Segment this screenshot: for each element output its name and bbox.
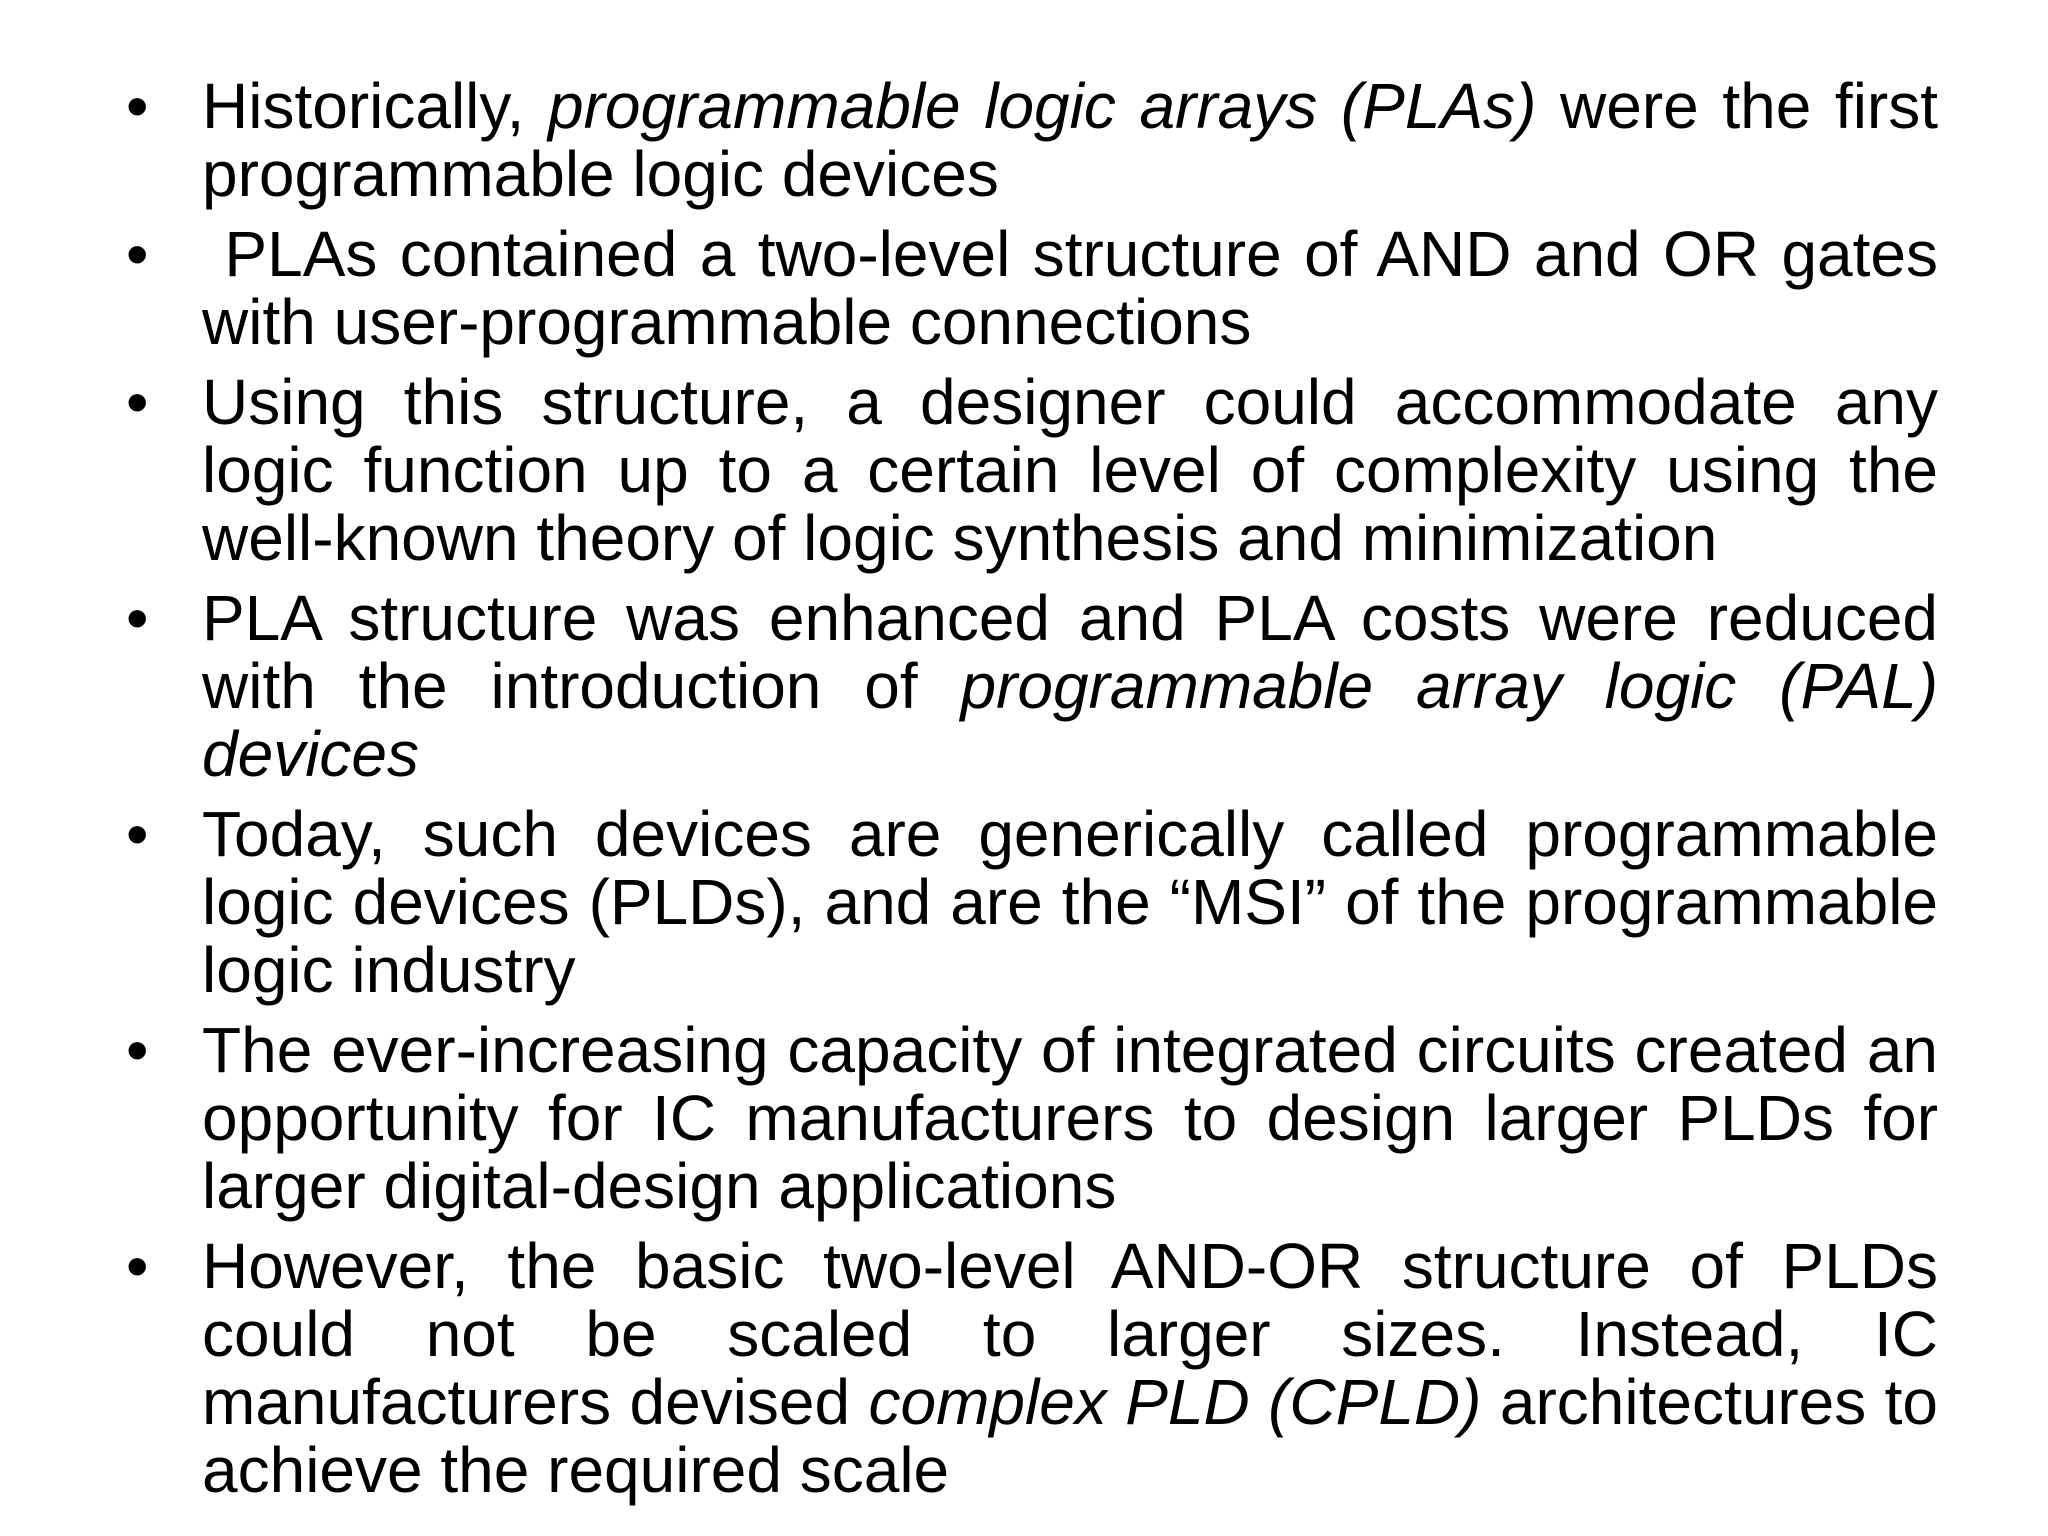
bullet-dot-icon: •	[126, 1014, 149, 1086]
bullet-dot-icon: •	[126, 582, 149, 654]
bullet-dot-icon: •	[126, 1230, 149, 1302]
bullet-dot-icon: •	[126, 70, 149, 142]
text-run: However, the basic two-level AND-OR structure of PLDs could not be scaled to larger sizes. Instead, IC manufacturers devised	[202, 1230, 1938, 1438]
bullet-text	[202, 1230, 1938, 1506]
bullet-item	[120, 1232, 1938, 1504]
bullet-list	[120, 70, 1956, 1516]
text-run-italic: complex PLD (CPLD)	[868, 1366, 1482, 1438]
text-run-italic: programmable logic arrays (PLAs)	[548, 70, 1537, 142]
bullet-text	[202, 70, 1938, 210]
bullet-item	[120, 584, 1938, 788]
bullet-item	[120, 218, 1956, 358]
bullet-text	[202, 1014, 1938, 1222]
bullet-item	[120, 368, 1938, 572]
bullet-text	[202, 366, 1938, 574]
bullet-dot-icon: •	[126, 366, 149, 438]
bullet-item	[120, 72, 1938, 208]
text-run: PLA structure was enhanced and PLA costs were reduced with the introduction of	[202, 582, 1938, 722]
bullet-dot-icon: •	[126, 218, 149, 290]
text-run: The ever-increasing capacity of integrated circuits created an opportunity for IC manufacturers to design larger PLDs for larger digital-design applications	[202, 1014, 1938, 1222]
bullet-text	[202, 798, 1938, 1006]
bullet-text	[202, 218, 1956, 358]
text-run: Historically,	[202, 70, 548, 142]
bullet-item	[120, 800, 1938, 1004]
bullet-text	[202, 582, 1938, 790]
bullet-dot-icon: •	[126, 798, 149, 870]
text-run: Today, such devices are generically called programmable logic devices (PLDs), and are the “MSI” of the programmable logic industry	[202, 798, 1938, 1006]
text-run-italic: programmable array logic (PAL) devices	[202, 650, 1939, 790]
text-run: were the first programmable logic devices	[202, 70, 1938, 210]
bullet-item	[120, 1016, 1938, 1220]
text-run: Using this structure, a designer could accommodate any logic function up to a certain level of complexity using the well-known theory of logic synthesis and minimization	[202, 366, 1938, 574]
text-run: PLAs contained a two-level structure of AND and OR gates with user-programmable connections	[202, 218, 1956, 358]
text-run: architectures to achieve the required scale	[202, 1366, 1938, 1506]
